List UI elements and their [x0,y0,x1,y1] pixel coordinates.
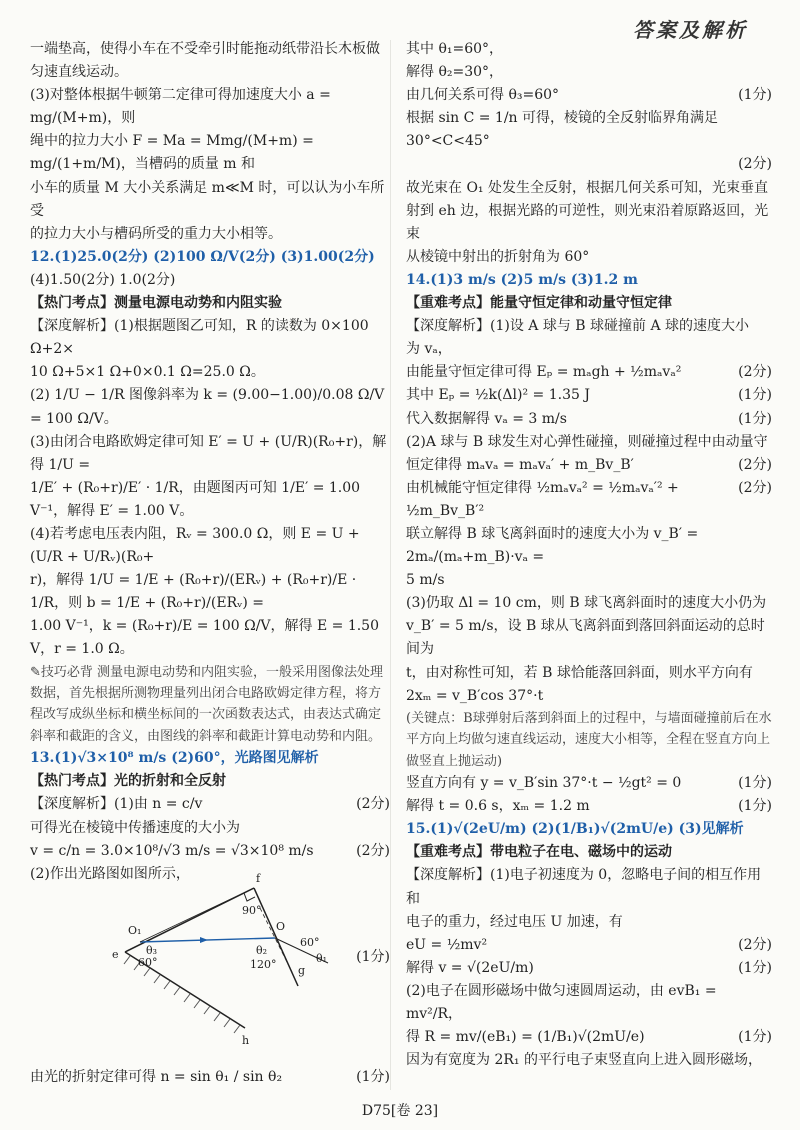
left-bottom-line [30,1066,390,1089]
right-text: 联立解得 B 球飞离斜面时的速度大小为 v_B′ = 2mₐ/(mₐ+m_B)·vₐ = [406,525,699,566]
label-f: f [256,872,261,885]
right-text: 故光束在 O₁ 处发生全反射，根据几何关系可知，光束垂直 [406,179,768,196]
ray-reflect [140,888,254,942]
right-points: (1分) [738,959,772,976]
left-line [30,431,390,477]
page-header: 答案及解析 [633,18,748,42]
light-path-svg [30,868,390,1058]
right-points: (2分) [738,364,772,381]
left-text: 10 Ω+5×1 Ω+0×0.1 Ω=25.0 Ω。 [30,364,265,381]
right-text: 为 vₐ， [406,341,452,358]
right-line [406,911,772,934]
right-line [406,384,772,407]
right-points: (2分) [738,479,772,496]
right-points: (2分) [738,456,772,473]
left-text: (2)作出光路图如图所示， [30,865,190,882]
label-h: h [242,1034,250,1047]
left-line [30,177,390,223]
right-line [406,685,772,708]
right-line [406,841,772,864]
right-line [406,615,772,661]
right-text: 射到 eh 边，根据光路的可逆性，则光束沿着原路返回，光束 [406,202,769,242]
right-text: 5 m/s [406,572,445,589]
label-60-bottom: 60° [138,956,158,969]
left-line [30,840,390,863]
right-points: (1分) [738,387,772,404]
left-line [30,269,390,292]
right-line [406,523,772,569]
left-text: 【热门考点】测量电源电动势和内阻实验 [30,295,282,312]
left-text: (2) 1/U − 1/R 图像斜率为 k = (9.00−1.00)/0.08 Ω/V = 100 Ω/V。 [30,387,385,427]
right-text: eU = ½mv² [406,936,488,953]
left-text: v = c/n = 3.0×10⁸/√3 m/s = √3×10⁸ m/s [30,842,314,859]
left-line [30,223,390,246]
left-line [30,38,390,61]
refraction-law-points: (1分) [356,1069,390,1085]
label-90: 90° [242,904,262,917]
left-line [30,384,390,430]
right-points: (1分) [738,798,772,815]
right-text: 其中 θ₁=60°， [406,41,504,57]
right-line [406,957,772,980]
right-line [406,864,772,910]
left-line [30,793,390,816]
left-line [30,770,390,793]
right-text: 15.(1)√(2eU/m) (2)(1/B₁)√(2mU/e) (3)见解析 [406,821,744,838]
left-text: 【深度解析】(1)由 n = c/v [30,796,203,813]
right-line [406,772,772,795]
right-text: 2xₘ = v_B′cos 37°·t [406,687,544,704]
right-line [406,153,772,176]
right-text: 由几何关系可得 θ₃=60° [406,87,560,104]
left-text: 绳中的拉力大小 F = Ma = Mmg/(M+m) = mg/(1+m/M)，当槽码的质量 m 和 [30,133,314,173]
left-line [30,292,390,315]
left-text: 13.(1)√3×10⁸ m/s (2)60°，光路图见解析 [30,750,319,767]
column-divider [390,40,391,1090]
left-points: (2分) [356,842,390,859]
right-line [406,569,772,592]
left-text: (4)1.50(2分) 1.0(2分) [30,271,176,288]
right-text: t，由对称性可知，若 B 球恰能落回斜面，则水平方向有 [406,664,753,681]
left-text: ✎技巧必背 测量电源电动势和内阻实验，一般采用图像法处理数据，首先根据所测物理量列出闭合电路欧姆定律方程，将方程改写成纵坐标和横坐标间的一次函数表达式，由表达式确定斜率和截距的含义，由图线的斜率和截距计算电动势和内阻。 [30,664,384,744]
left-line [30,130,390,176]
right-text: 【深度解析】(1)电子初速度为 0，忽略电子间的相互作用和 [406,867,762,907]
left-text: 【深度解析】(1)根据题图乙可知，R 的读数为 0×100 Ω+2× [30,318,369,358]
right-line [406,269,772,292]
left-line [30,569,390,615]
left-line [30,61,390,84]
right-line [406,1049,772,1072]
right-text: (3)仍取 Δl = 10 cm，则 B 球飞离斜面时的速度大小仍为 [406,595,767,612]
right-line [406,408,772,431]
right-line [406,477,772,523]
right-line [406,38,772,61]
left-line [30,246,390,269]
right-line [406,708,772,772]
right-line [406,454,772,477]
label-g: g [298,964,306,977]
right-line [406,107,772,153]
right-angle-mark [244,893,255,901]
left-line [30,477,390,523]
label-theta1: θ₁ [316,952,328,965]
left-line [30,662,390,748]
right-text: 竖直方向有 y = v_B′sin 37°·t − ½gt² = 0 [406,775,682,792]
right-line [406,662,772,685]
right-text: 14.(1)3 m/s (2)5 m/s (3)1.2 m [406,271,638,288]
left-text: (4)若考虑电压表内阻，Rᵥ = 300.0 Ω，则 E = U + (U/R + U/Rᵥ)(R₀+ [30,525,360,566]
right-line [406,315,772,338]
right-text: 【重难考点】能量守恒定律和动量守恒定律 [406,295,672,312]
right-points: (1分) [738,87,772,104]
left-line [30,361,390,384]
ray-arrow [200,937,208,943]
right-text: 根据 sin C = 1/n 可得，棱镜的全反射临界角满足 30°<C<45° [406,110,719,150]
page-footer: D75[卷 23] [361,1103,439,1119]
right-line [406,934,772,957]
right-text: 恒定律得 mₐvₐ = mₐvₐ′ + m_Bv_B′ [406,456,634,473]
right-line [406,61,772,84]
label-theta3: θ₃ [146,944,158,957]
label-60-top: 60° [300,936,320,949]
left-text: 匀速直线运动。 [30,64,128,81]
right-line [406,795,772,818]
right-text: 代入数据解得 vₐ = 3 m/s [406,410,567,427]
right-line [406,592,772,615]
right-text: 得 R = mv/(eB₁) = (1/B₁)√(2mU/e) [406,1029,645,1046]
right-text: v_B′ = 5 m/s，设 B 球从飞离斜面到落回斜面运动的总时间为 [406,618,765,658]
right-line [406,292,772,315]
right-text: (关键点：B球弹射后落到斜面上的过程中，与墙面碰撞前后在水平方向上均做匀速直线运动，速度大小相等，全程在竖直方向上做竖直上抛运动) [406,710,772,769]
right-text: 解得 θ₂=30°， [406,64,504,81]
right-line [406,200,772,246]
right-text: 由能量守恒定律可得 Eₚ = mₐgh + ½mₐvₐ² [406,364,682,381]
right-text: 解得 t = 0.6 s，xₘ = 1.2 m [406,798,590,815]
left-line [30,817,390,840]
right-line [406,980,772,1026]
right-text: 由机械能守恒定律得 ½mₐvₐ² = ½mₐvₐ′² + ½m_Bv_B′² [406,479,679,519]
left-line [30,84,390,130]
right-line [406,1026,772,1049]
right-text: 其中 Eₚ = ½k(Δl)² = 1.35 J [406,387,590,404]
right-line [406,431,772,454]
left-text: 小车的质量 M 大小关系满足 m≪M 时，可以认为小车所受 [30,179,385,219]
right-text: 从棱镜中射出的折射角为 60° [406,248,590,265]
right-text: 解得 v = √(2eU/m) [406,959,534,976]
right-text: 电子的重力，经过电压 U 加速，有 [406,913,623,930]
right-points: (2分) [738,156,772,173]
right-column [406,38,772,1072]
left-text: 【热门考点】光的折射和全反射 [30,773,226,790]
right-points: (2分) [738,936,772,953]
right-line [406,177,772,200]
right-points: (1分) [738,410,772,427]
right-line [406,818,772,841]
right-text: (2)电子在圆形磁场中做匀速圆周运动，由 evB₁ = mv²/R， [406,982,717,1022]
label-o1: O₁ [128,924,142,937]
label-120: 120° [250,958,277,971]
left-text: 1/E′ + (R₀+r)/E′ · 1/R，由题图丙可知 1/E′ = 1.00 V⁻¹，解得 E′ = 1.00 V。 [30,479,361,519]
right-text: 【重难考点】带电粒子在电、磁场中的运动 [406,844,672,861]
right-points: (1分) [738,1029,772,1046]
left-text: 可得光在棱镜中传播速度的大小为 [30,819,240,836]
left-line [30,615,390,661]
left-text: 的拉力大小与槽码所受的重力大小相等。 [30,225,282,242]
left-text: (3)由闭合电路欧姆定律可知 E′ = U + (U/R)(R₀+r)，解得 1/U = [30,433,387,473]
right-points: (1分) [738,775,772,792]
right-text: (2)A 球与 B 球发生对心弹性碰撞，则碰撞过程中由动量守 [406,433,768,450]
right-line [406,84,772,107]
left-column [30,38,390,886]
label-theta2: θ₂ [256,944,268,957]
label-o: O [276,920,286,933]
left-text: r)，解得 1/U = 1/E + (R₀+r)/(ERᵥ) + (R₀+r)/E · 1/R，则 b = 1/E + (R₀+r)/(ERᵥ) = [30,572,357,612]
left-line [30,315,390,361]
left-line [30,747,390,770]
left-text: 一端垫高，使得小车在不受牵引时能拖动纸带沿长木板做 [30,41,380,57]
left-text: 1.00 V⁻¹，k = (R₀+r)/E = 100 Ω/V，解得 E = 1.50 V，r = 1.0 Ω。 [30,618,379,658]
right-line [406,338,772,361]
right-text: 【深度解析】(1)设 A 球与 B 球碰撞前 A 球的速度大小 [406,318,750,335]
right-text: 因为有宽度为 2R₁ 的平行电子束竖直向上进入圆形磁场， [406,1052,762,1069]
left-text: (3)对整体根据牛顿第二定律可得加速度大小 a = mg/(M+m)，则 [30,87,331,127]
right-line [406,246,772,269]
right-line [406,361,772,384]
light-path-diagram [30,868,390,1058]
left-points: (2分) [356,796,390,813]
left-text: 12.(1)25.0(2分) (2)100 Ω/V(2分) (3)1.00(2分) [30,248,375,265]
refraction-law: 由光的折射定律可得 n = sin θ₁ / sin θ₂ [30,1069,283,1085]
label-e: e [112,948,119,961]
diagram-points: (1分) [356,949,390,965]
left-line [30,523,390,569]
